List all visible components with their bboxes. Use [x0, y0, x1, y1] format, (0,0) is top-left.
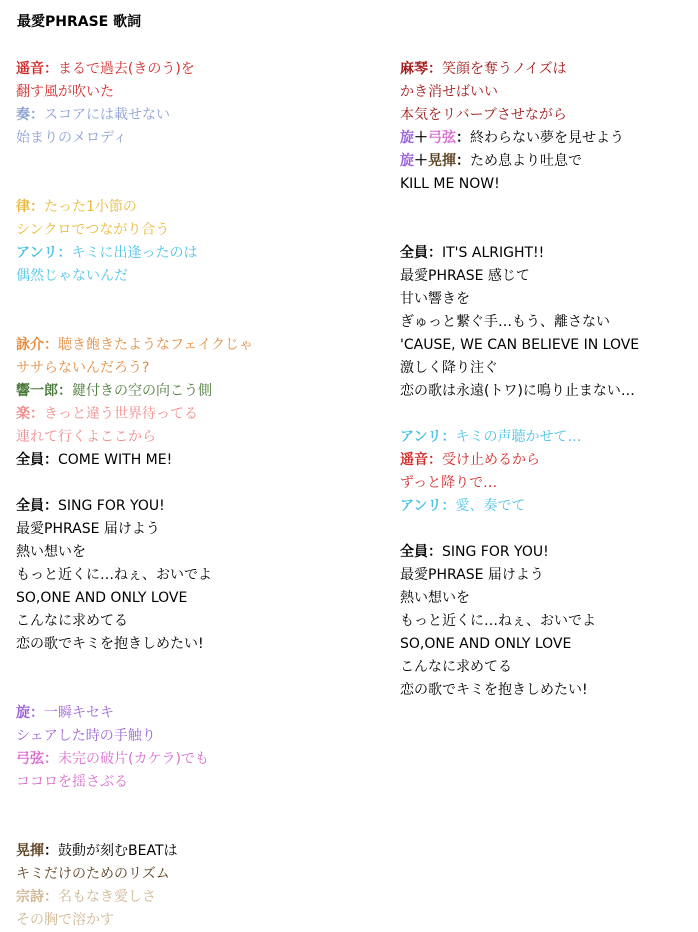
lyric-text: 恋の歌は永遠(トワ)に鳴り止まない… — [400, 383, 635, 399]
lyric-line — [400, 311, 698, 334]
lyric-text: 未完の破片(カケラ)でも — [58, 751, 209, 767]
lyric-text: もっと近くに…ねぇ、おいでよ — [16, 567, 212, 583]
separator: ： — [44, 498, 58, 514]
singer-label: アンリ — [16, 245, 58, 261]
lyric-text: KILL ME NOW! — [400, 176, 500, 192]
lyric-text: ココロを揺さぶる — [16, 774, 128, 790]
lyric-stanza — [400, 58, 698, 196]
lyric-text: 甘い響きを — [400, 291, 470, 307]
lyric-text: ぎゅっと繋ぐ手…もう、離さない — [400, 314, 610, 330]
lyric-line — [16, 380, 376, 403]
lyric-stanza — [16, 702, 376, 794]
lyric-text: COME WITH ME! — [58, 452, 173, 468]
singer-label: 全員 — [400, 544, 428, 560]
lyric-line — [16, 403, 376, 426]
lyric-text: こんなに求めてる — [400, 659, 512, 675]
separator: ： — [428, 61, 442, 77]
lyric-line — [16, 725, 376, 748]
lyric-stanza — [16, 58, 376, 150]
lyrics-column-right — [400, 58, 698, 702]
separator: ： — [456, 153, 470, 169]
lyric-text: きっと違う世界待ってる — [44, 406, 198, 422]
lyric-text: IT'S ALRIGHT!! — [442, 245, 545, 261]
lyric-text: シェアした時の手触り — [16, 728, 156, 744]
separator: ： — [428, 245, 442, 261]
lyric-text: SO,ONE AND ONLY LOVE — [16, 590, 188, 606]
lyric-stanza — [400, 426, 698, 518]
lyric-text: 'CAUSE, WE CAN BELIEVE IN LOVE — [400, 337, 640, 353]
lyric-line — [400, 104, 698, 127]
lyric-text: シンクロでつながり合う — [16, 222, 170, 238]
singer-label: 弓弦 — [16, 751, 44, 767]
singer-label: アンリ — [400, 429, 442, 445]
separator: ： — [44, 843, 58, 859]
lyric-text: 一瞬キセキ — [44, 705, 114, 721]
singer-label: 旋 — [16, 705, 30, 721]
lyric-text: もっと近くに…ねぇ、おいでよ — [400, 613, 596, 629]
lyric-text: 笑顔を奪うノイズは — [442, 61, 567, 77]
lyric-line — [16, 863, 376, 886]
singer-label: 全員 — [400, 245, 428, 261]
lyric-line — [400, 472, 698, 495]
singer-label: 遥音 — [16, 61, 44, 77]
lyric-line — [400, 334, 698, 357]
singer-label: 全員 — [16, 452, 44, 468]
separator: ： — [441, 498, 456, 514]
lyric-text: キミに出逢ったのは — [71, 245, 198, 261]
lyric-text: 熱い想いを — [400, 590, 470, 606]
lyric-text: ササらないんだろう? — [16, 360, 150, 376]
lyric-line — [16, 610, 376, 633]
lyric-line — [16, 886, 376, 909]
lyric-line — [16, 633, 376, 656]
lyric-text: まるで過去(きのう)を — [58, 61, 195, 77]
lyric-text: 最愛PHRASE 届けよう — [400, 567, 544, 583]
singer-label: 宗詩 — [16, 889, 44, 905]
lyric-line — [16, 587, 376, 610]
singer-label: ＋ — [414, 130, 428, 146]
lyric-text: SING FOR YOU! — [58, 498, 165, 514]
singer-label: 晃揮 — [16, 843, 44, 859]
lyric-text: 翻す風が吹いた — [16, 84, 114, 100]
lyric-text: 最愛PHRASE 感じて — [400, 268, 530, 284]
separator: ： — [44, 751, 58, 767]
lyric-line — [16, 127, 376, 150]
lyric-line — [16, 242, 376, 265]
lyric-line — [400, 610, 698, 633]
lyric-line — [400, 679, 698, 702]
lyric-text: SO,ONE AND ONLY LOVE — [400, 636, 572, 652]
lyric-text: 聴き飽きたようなフェイクじゃ — [58, 337, 254, 353]
lyric-line — [400, 564, 698, 587]
lyrics-column-left — [16, 58, 376, 932]
separator: ： — [456, 130, 470, 146]
separator: ： — [30, 705, 44, 721]
lyric-text: 熱い想いを — [16, 544, 86, 560]
separator: ： — [428, 544, 442, 560]
lyric-line — [400, 633, 698, 656]
lyric-line — [16, 541, 376, 564]
separator: ： — [30, 107, 44, 123]
lyric-text: 連れて行くよここから — [16, 429, 156, 445]
separator: ： — [30, 199, 44, 215]
lyric-stanza — [16, 334, 376, 472]
lyric-stanza — [16, 840, 376, 932]
lyric-line — [16, 357, 376, 380]
lyric-line — [16, 748, 376, 771]
lyric-line — [400, 656, 698, 679]
separator: ： — [30, 406, 44, 422]
separator: ： — [428, 452, 442, 468]
singer-label: 旋 — [400, 153, 414, 169]
lyric-line — [400, 150, 698, 173]
lyric-line — [16, 426, 376, 449]
lyric-line — [400, 357, 698, 380]
lyric-line — [400, 426, 698, 449]
lyric-line — [16, 518, 376, 541]
lyric-line — [400, 265, 698, 288]
lyric-line — [16, 334, 376, 357]
lyric-text: 終わらない夢を見せよう — [470, 130, 624, 146]
lyric-line — [16, 196, 376, 219]
lyric-text: その胸で溶かす — [16, 912, 114, 928]
lyric-text: こんなに求めてる — [16, 613, 128, 629]
singer-label: 麻琴 — [400, 61, 428, 77]
separator: ： — [44, 889, 58, 905]
lyric-text: 受け止めるから — [442, 452, 540, 468]
lyric-line — [16, 104, 376, 127]
lyric-text: たった1小節の — [44, 199, 137, 215]
separator: ： — [57, 245, 72, 261]
lyric-line — [400, 242, 698, 265]
singer-label: 律 — [16, 199, 30, 215]
lyric-stanza — [400, 541, 698, 702]
lyric-text: 愛、奏でて — [455, 498, 526, 514]
lyric-line — [400, 81, 698, 104]
singer-label: 晃揮 — [428, 153, 456, 169]
lyric-line — [16, 909, 376, 932]
separator: ： — [44, 337, 58, 353]
lyric-line — [16, 81, 376, 104]
singer-label: アンリ — [400, 498, 442, 514]
lyric-text: 始まりのメロディ — [16, 130, 127, 146]
lyric-line — [16, 702, 376, 725]
singer-label: 全員 — [16, 498, 44, 514]
lyric-line — [16, 495, 376, 518]
lyric-text: 激しく降り注ぐ — [400, 360, 498, 376]
lyric-stanza — [16, 495, 376, 656]
lyric-stanza — [400, 242, 698, 403]
separator: ： — [44, 452, 58, 468]
lyric-line — [16, 449, 376, 472]
lyric-line — [16, 771, 376, 794]
lyric-line — [16, 58, 376, 81]
separator: ： — [44, 61, 58, 77]
lyric-text: 最愛PHRASE 届けよう — [16, 521, 160, 537]
lyric-line — [16, 564, 376, 587]
lyric-text: 偶然じゃないんだ — [16, 268, 128, 284]
lyric-text: ため息より吐息で — [470, 153, 582, 169]
lyric-text: 恋の歌でキミを抱きしめたい! — [400, 682, 588, 698]
lyric-line — [16, 840, 376, 863]
lyric-text: キミだけのためのリズム — [16, 866, 170, 882]
lyric-line — [400, 173, 698, 196]
lyric-text: スコアには載せない — [44, 107, 170, 123]
lyric-text: キミの声聴かせて… — [455, 429, 582, 445]
lyric-line — [400, 541, 698, 564]
lyric-line — [400, 127, 698, 150]
lyric-text: かき消せばいい — [400, 84, 498, 100]
lyric-text: 鼓動が刻むBEATは — [58, 843, 178, 859]
lyric-line — [16, 219, 376, 242]
singer-label: 楽 — [16, 406, 30, 422]
separator: ： — [58, 383, 72, 399]
lyric-stanza — [16, 196, 376, 288]
singer-label: ＋ — [414, 153, 428, 169]
lyric-line — [400, 288, 698, 311]
page-title: 最愛PHRASE 歌詞 — [17, 14, 142, 30]
lyric-line — [16, 265, 376, 288]
lyric-line — [400, 380, 698, 403]
lyric-text: SING FOR YOU! — [442, 544, 549, 560]
singer-label: 遥音 — [400, 452, 428, 468]
lyric-line — [400, 449, 698, 472]
singer-label: 詠介 — [16, 337, 44, 353]
lyric-line — [400, 58, 698, 81]
lyric-text: ずっと降りで… — [400, 475, 498, 491]
lyric-text: 名もなき愛しさ — [58, 889, 156, 905]
singer-label: 奏 — [16, 107, 30, 123]
lyric-line — [400, 495, 698, 518]
separator: ： — [441, 429, 456, 445]
lyric-line — [400, 587, 698, 610]
singer-label: 弓弦 — [428, 130, 456, 146]
lyric-text: 鍵付きの空の向こう側 — [72, 383, 212, 399]
lyric-text: 恋の歌でキミを抱きしめたい! — [16, 636, 204, 652]
singer-label: 響一郎 — [16, 383, 58, 399]
singer-label: 旋 — [400, 130, 414, 146]
lyric-text: 本気をリバーブさせながら — [400, 107, 567, 123]
